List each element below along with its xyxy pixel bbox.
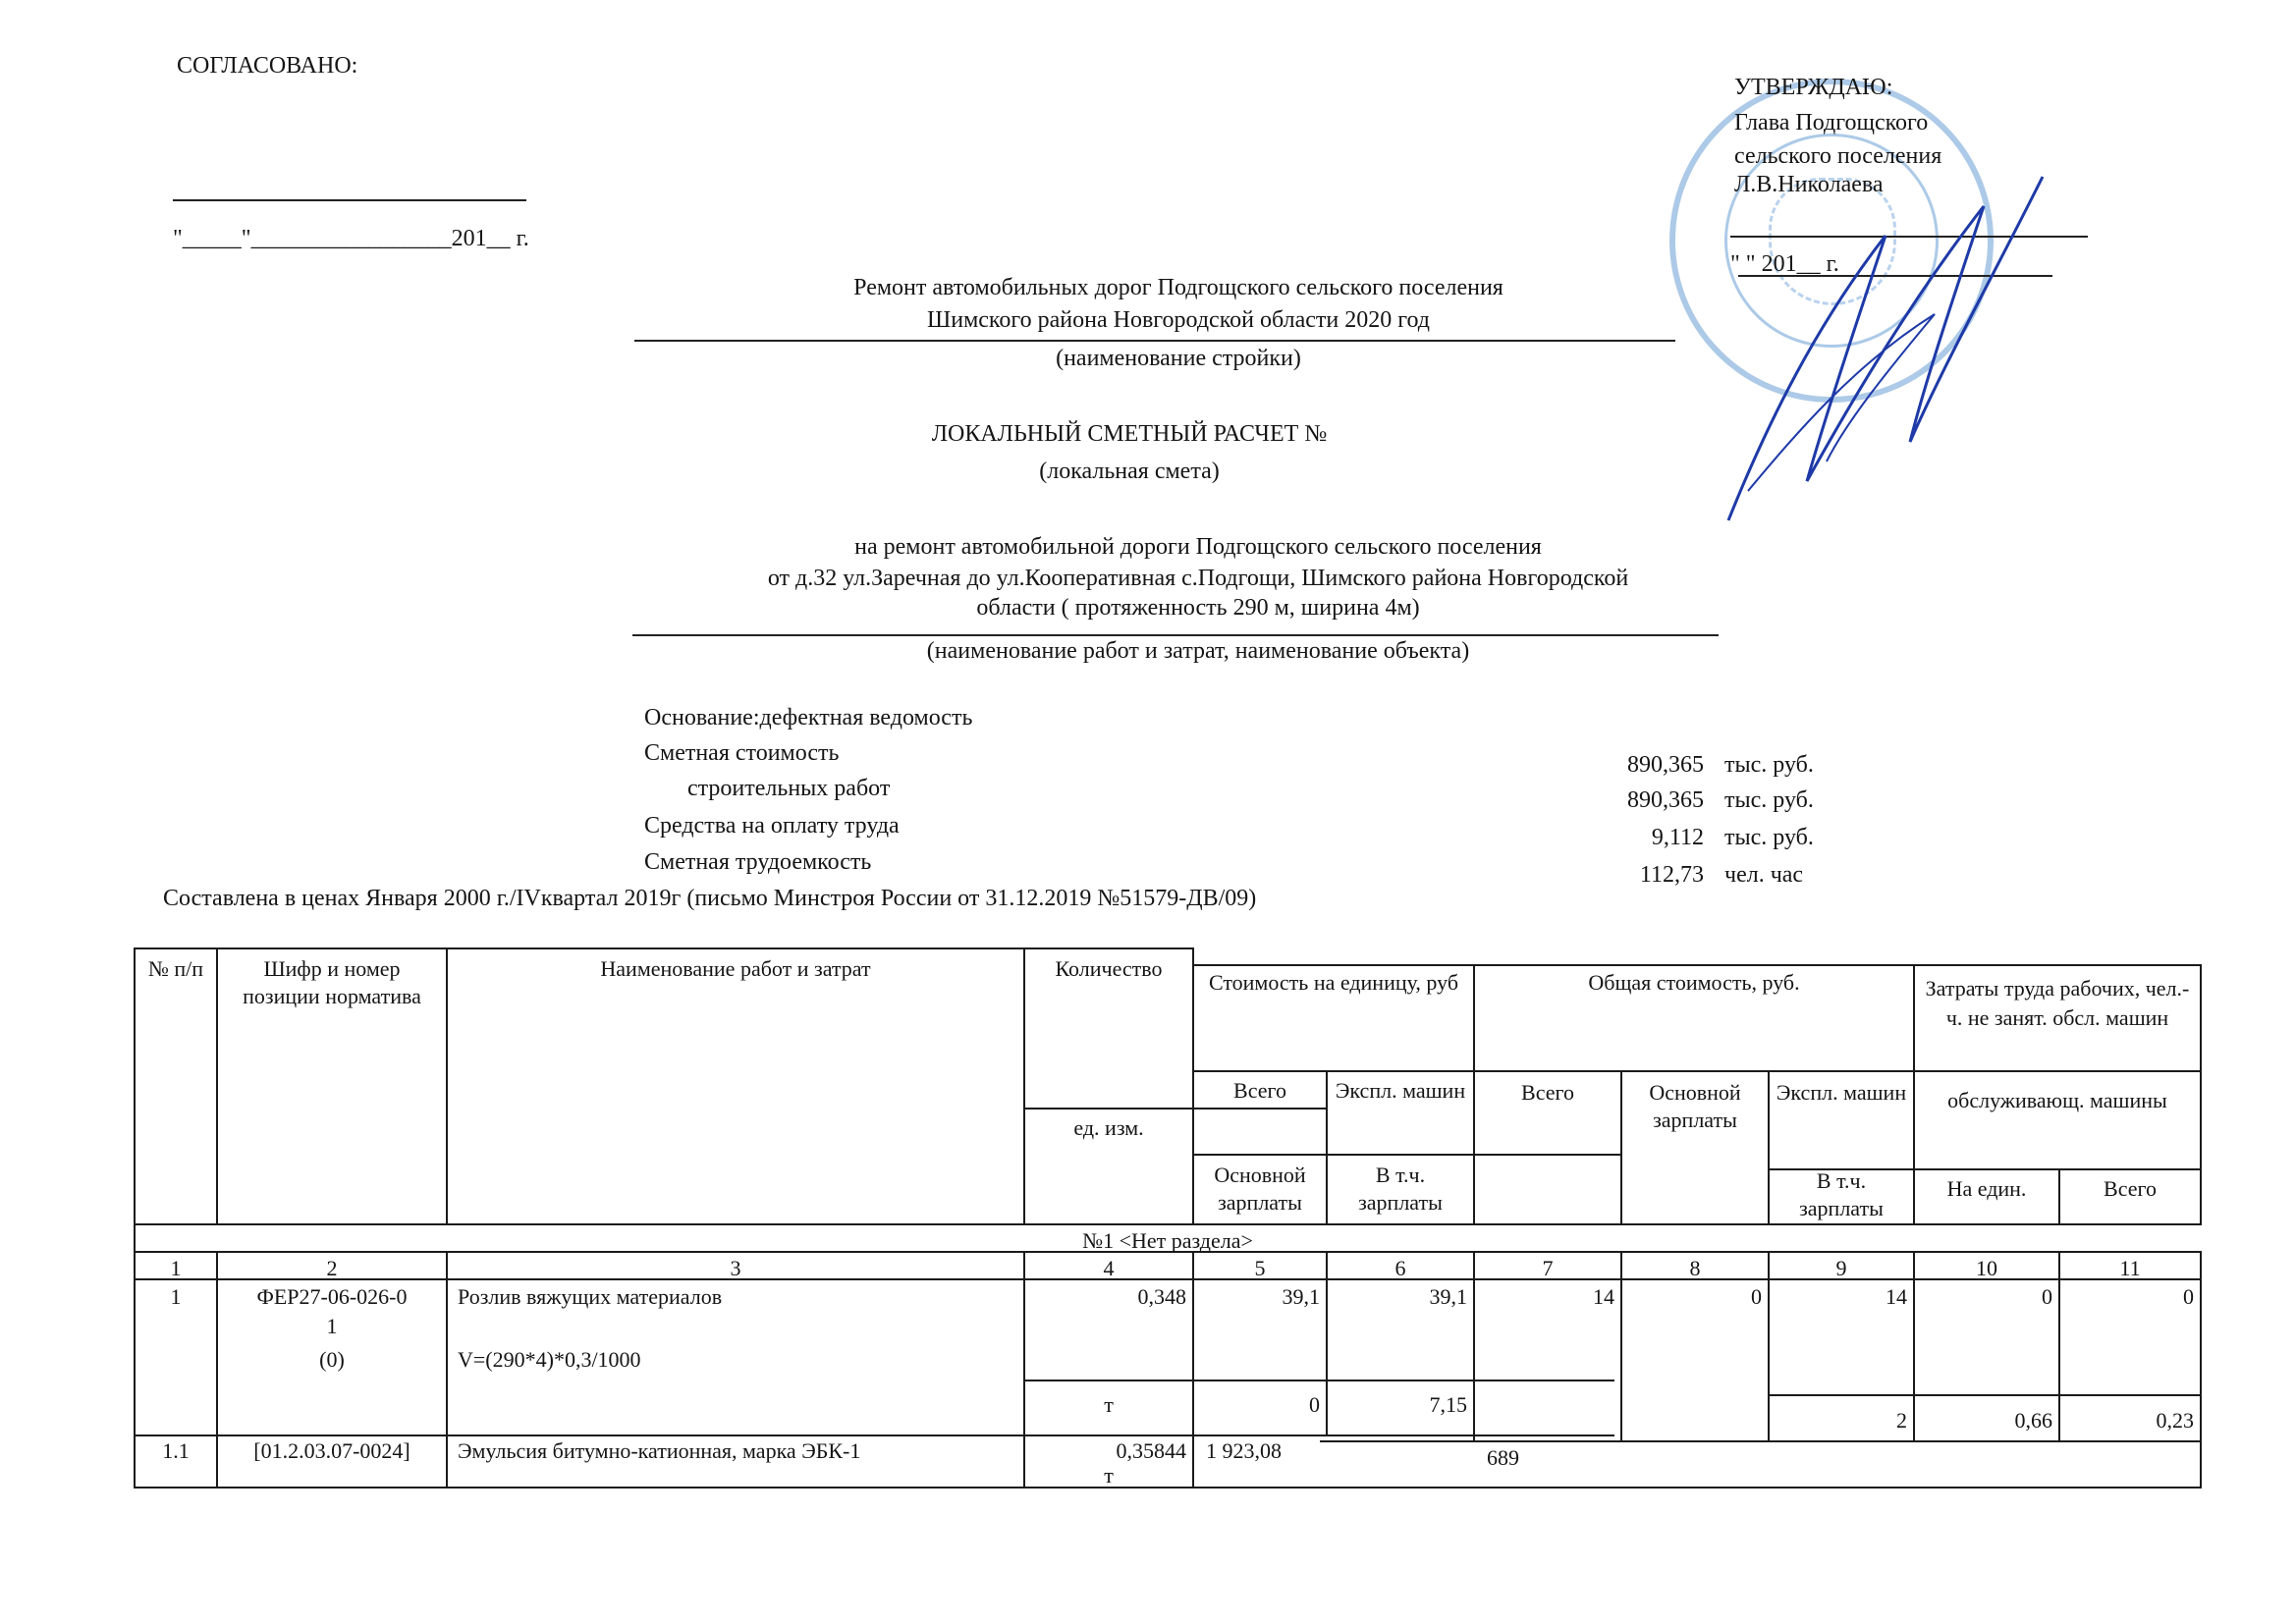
column-number: 10 bbox=[1976, 1256, 1997, 1280]
summary-unit: тыс. руб. bbox=[1724, 752, 1814, 778]
summary-label: Средства на оплату труда bbox=[644, 813, 900, 839]
column-number: 4 bbox=[1103, 1256, 1115, 1280]
row-name: Эмульсия битумно-катионная, марка ЭБК-1 bbox=[458, 1438, 861, 1463]
row-num: 1 bbox=[170, 1284, 182, 1309]
column-number: 8 bbox=[1689, 1256, 1701, 1280]
column-number: 7 bbox=[1542, 1256, 1554, 1280]
estimate-subtitle: (локальная смета) bbox=[1039, 459, 1220, 484]
header-code: Шифр и номер позиции норматива bbox=[243, 956, 421, 1008]
row-serving-all: 0,23 bbox=[2156, 1408, 2194, 1433]
agreed-title: СОГЛАСОВАНО: bbox=[177, 53, 358, 79]
header-incl-salary-1: В т.ч. зарплаты bbox=[1358, 1163, 1443, 1215]
row-code: [01.2.03.07-0024] bbox=[253, 1438, 410, 1463]
basis-line: Основание:дефектная ведомость bbox=[644, 705, 973, 731]
approve-position: Глава Подгощского bbox=[1734, 110, 1929, 135]
row-code: ФЕР27-06-026-0 bbox=[256, 1284, 408, 1309]
summary-value: 9,112 bbox=[1651, 825, 1704, 850]
row-total-incl-salary: 2 bbox=[1896, 1408, 1907, 1433]
row-serving-per-unit: 0,66 bbox=[2014, 1408, 2052, 1433]
header-base-salary-2: Основной зарплаты bbox=[1649, 1080, 1741, 1132]
summary-unit: чел. час bbox=[1724, 862, 1804, 888]
header-per-unit: На един. bbox=[1946, 1176, 2027, 1201]
header-labor: Затраты труда рабочих, чел.-ч. не занят. обсл. машин bbox=[1925, 976, 2190, 1030]
header-machines-2: Экспл. машин bbox=[1776, 1080, 1907, 1105]
header-name: Наименование работ и затрат bbox=[600, 956, 871, 981]
column-number: 5 bbox=[1254, 1256, 1266, 1280]
column-number: 6 bbox=[1394, 1256, 1406, 1280]
row-labor-all: 0 bbox=[2183, 1284, 2194, 1309]
approve-date-line: " " 201__ г. bbox=[1730, 251, 1839, 277]
row-unit-cost-all: 39,1 bbox=[1282, 1284, 1320, 1309]
construction-caption: (наименование стройки) bbox=[1056, 346, 1301, 371]
work-line3: области ( протяженность 290 м, ширина 4м) bbox=[976, 595, 1420, 621]
header-qty: Количество bbox=[1055, 956, 1163, 981]
column-number: 1 bbox=[170, 1256, 182, 1280]
header-total-cost: Общая стоимость, руб. bbox=[1588, 970, 1800, 995]
work-line1: на ремонт автомобильной дороги Подгощского сельского поселения bbox=[854, 534, 1542, 560]
summary-unit: тыс. руб. bbox=[1724, 825, 1814, 850]
summary-label: Сметная трудоемкость bbox=[644, 849, 872, 875]
approve-settlement: сельского поселения bbox=[1734, 143, 1942, 169]
agreed-date-line: "_____"_________________201__ г. bbox=[173, 226, 529, 251]
row-unit-machines: 39,1 bbox=[1429, 1284, 1467, 1309]
approve-title: УТВЕРЖДАЮ: bbox=[1734, 75, 1893, 100]
row-unit-base-salary: 0 bbox=[1309, 1392, 1320, 1417]
row-total-all: 689 bbox=[1487, 1445, 1519, 1470]
row-total-all: 14 bbox=[1593, 1284, 1614, 1309]
summary-value: 890,365 bbox=[1627, 787, 1704, 813]
column-number: 2 bbox=[326, 1256, 338, 1280]
row-unit: т bbox=[1104, 1392, 1114, 1417]
row-qty: 0,348 bbox=[1137, 1284, 1186, 1309]
row-unit: т bbox=[1104, 1463, 1114, 1488]
handwritten-signature bbox=[1709, 128, 2062, 540]
agreed-signature-line bbox=[173, 199, 526, 201]
row-code: (0) bbox=[319, 1347, 345, 1372]
summary-label: строительных работ bbox=[687, 776, 891, 801]
summary-value: 890,365 bbox=[1627, 752, 1704, 778]
summary-unit: тыс. руб. bbox=[1724, 787, 1814, 813]
prices-line: Составлена в ценах Января 2000 г./IVквартал 2019г (письмо Минстроя России от 31.12.2019 №51579-ДВ/09) bbox=[163, 886, 1257, 911]
header-all-2: Всего bbox=[1521, 1080, 1574, 1105]
row-formula: V=(290*4)*0,3/1000 bbox=[458, 1347, 641, 1372]
row-unit-cost-all: 1 923,08 bbox=[1206, 1438, 1282, 1463]
header-machines-1: Экспл. машин bbox=[1335, 1078, 1466, 1103]
estimate-table bbox=[134, 947, 2202, 1517]
construction-line2: Шимского района Новгородской области 2020 год bbox=[927, 307, 1430, 333]
row-labor-per-unit: 0 bbox=[2042, 1284, 2052, 1309]
header-unit-measure: ед. изм. bbox=[1073, 1115, 1144, 1140]
summary-label: Сметная стоимость bbox=[644, 740, 840, 766]
estimate-title: ЛОКАЛЬНЫЙ СМЕТНЫЙ РАСЧЕТ № bbox=[931, 421, 1328, 447]
row-num: 1.1 bbox=[162, 1438, 190, 1463]
header-all-3: Всего bbox=[2104, 1176, 2157, 1201]
row-total-base-salary: 0 bbox=[1751, 1284, 1762, 1309]
summary-value: 112,73 bbox=[1639, 862, 1704, 888]
section-title: №1 <Нет раздела> bbox=[1082, 1228, 1253, 1253]
column-number: 11 bbox=[2119, 1256, 2141, 1280]
header-all-1: Всего bbox=[1233, 1078, 1286, 1103]
row-name: Розлив вяжущих материалов bbox=[458, 1284, 723, 1309]
construction-underline bbox=[634, 340, 1675, 342]
row-qty: 0,35844 bbox=[1116, 1438, 1186, 1463]
row-unit-incl-salary: 7,15 bbox=[1429, 1392, 1467, 1417]
work-line2: от д.32 ул.Заречная до ул.Кооперативная с.Подгощи, Шимского района Новгородской bbox=[767, 566, 1629, 591]
construction-line1: Ремонт автомобильных дорог Подгощского сельского поселения bbox=[853, 275, 1503, 300]
column-number: 3 bbox=[730, 1256, 741, 1280]
header-serving-machines: обслуживающ. машины bbox=[1947, 1088, 2167, 1112]
column-number: 9 bbox=[1835, 1256, 1847, 1280]
header-unit-cost: Стоимость на единицу, руб bbox=[1208, 970, 1459, 995]
row-code: 1 bbox=[326, 1314, 338, 1338]
header-incl-salary-2: В т.ч. зарплаты bbox=[1799, 1168, 1884, 1220]
approve-person: Л.В.Николаева bbox=[1734, 172, 1884, 197]
header-base-salary-1: Основной зарплаты bbox=[1214, 1163, 1306, 1215]
work-caption: (наименование работ и затрат, наименование объекта) bbox=[926, 638, 1470, 664]
row-total-machines: 14 bbox=[1886, 1284, 1907, 1309]
header-num: № п/п bbox=[147, 956, 204, 981]
